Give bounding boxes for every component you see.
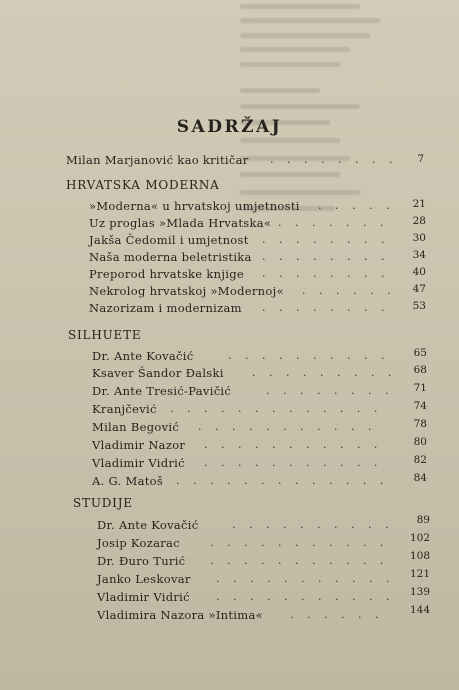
toc-entry: Nekrolog hrvatskoj »Modernoj« <box>89 284 284 298</box>
toc-entry: Uz proglas »Mlada Hrvatska« <box>89 216 272 230</box>
toc-entry: Vladimira Nazora »Intima« <box>97 608 263 622</box>
dot-leader: . . . . . . . . <box>262 250 390 263</box>
toc-page: 78 <box>413 418 427 430</box>
dot-leader: . . . . . . . . <box>266 384 394 397</box>
toc-page: 34 <box>412 249 426 261</box>
toc-page: 102 <box>409 532 430 544</box>
dot-leader: . . . . . . <box>290 608 384 621</box>
toc-page: 71 <box>413 382 427 394</box>
section-heading-studije: STUDIJE <box>73 496 133 510</box>
dot-leader: . . . . . . . . . <box>252 366 397 379</box>
dot-leader: . . . . . . . . . . . . . <box>170 402 383 415</box>
dot-leader: . . . . . . <box>302 284 396 297</box>
toc-entry: Kranjčević <box>92 402 157 416</box>
dot-leader: . . . . . . . . . . . <box>216 572 395 585</box>
dot-leader: . . . . . . . . . . . <box>204 438 383 451</box>
dot-leader: . . . . . <box>318 199 395 212</box>
dot-leader: . . . . . . . . . . . <box>216 590 395 603</box>
toc-entry: Dr. Ante Kovačić <box>97 518 199 532</box>
dot-leader: . . . . . . . . <box>262 301 390 314</box>
toc-entry: Naša moderna beletristika <box>89 250 252 264</box>
dot-leader: . . . . . . . . <box>262 267 390 280</box>
toc-page: 80 <box>413 436 427 448</box>
toc-entry: Milan Begović <box>92 420 180 434</box>
toc-page: 30 <box>412 232 426 244</box>
dot-leader: . . . . . . . . . . . <box>210 536 389 549</box>
toc-entry: Josip Kozarac <box>97 536 180 550</box>
toc-page: 40 <box>412 266 426 278</box>
section-heading-hrvatska-moderna: HRVATSKA MODERNA <box>66 178 220 192</box>
toc-entry: Ksaver Šandor Đalski <box>92 366 224 380</box>
toc-entry: Dr. Ante Kovačić <box>92 349 194 363</box>
toc-page: 89 <box>416 514 430 526</box>
toc-page: 28 <box>412 215 426 227</box>
toc-page: 21 <box>412 198 426 210</box>
toc-page: 47 <box>412 283 426 295</box>
toc-page: 121 <box>409 568 430 580</box>
toc-page: 82 <box>413 454 427 466</box>
toc-page: 139 <box>409 586 430 598</box>
toc-entry: Dr. Đuro Turić <box>97 554 186 568</box>
dot-leader: . . . . . . . . . . . <box>198 420 377 433</box>
toc-entry: Vladimir Nazor <box>92 438 186 452</box>
toc-page: 108 <box>409 550 430 562</box>
dot-leader: . . . . . . . . . . <box>228 349 390 362</box>
dot-leader: . . . . . . . . . . . . . <box>176 474 389 487</box>
toc-entry: Vladimir Vidrić <box>97 590 190 604</box>
dot-leader: . . . . . . . <box>278 216 389 229</box>
toc-entry: Jakša Čedomil i umjetnost <box>89 233 249 247</box>
toc-entry-intro: Milan Marjanović kao kritičar <box>66 153 249 167</box>
dot-leader: . . . . . . . . . . . <box>210 554 389 567</box>
dot-leader: . . . . . . . . <box>270 153 398 166</box>
toc-page: 74 <box>413 400 427 412</box>
dot-leader: . . . . . . . . <box>262 233 390 246</box>
bleed-through-texture <box>230 0 459 230</box>
dot-leader: . . . . . . . . . . <box>232 518 394 531</box>
toc-page: 65 <box>413 347 427 359</box>
toc-page: 53 <box>412 300 426 312</box>
toc-entry: Preporod hrvatske knjige <box>89 267 244 281</box>
toc-entry: A. G. Matoš <box>92 474 164 488</box>
toc-entry: Vladimir Vidrić <box>92 456 185 470</box>
dot-leader: . . . . . . . . . . . <box>204 456 383 469</box>
toc-entry: Janko Leskovar <box>97 572 191 586</box>
toc-entry: Dr. Ante Tresić-Pavičić <box>92 384 232 398</box>
page-title: SADRŽAJ <box>176 117 283 137</box>
toc-page-intro: 7 <box>417 153 424 165</box>
section-heading-silhuete: SILHUETE <box>68 328 142 342</box>
toc-entry: Nazorizam i modernizam <box>89 301 242 315</box>
toc-page: 68 <box>413 364 427 376</box>
toc-page: 84 <box>413 472 427 484</box>
toc-page: 144 <box>409 604 430 616</box>
toc-entry: »Moderna« u hrvatskoj umjetnosti <box>89 199 300 213</box>
